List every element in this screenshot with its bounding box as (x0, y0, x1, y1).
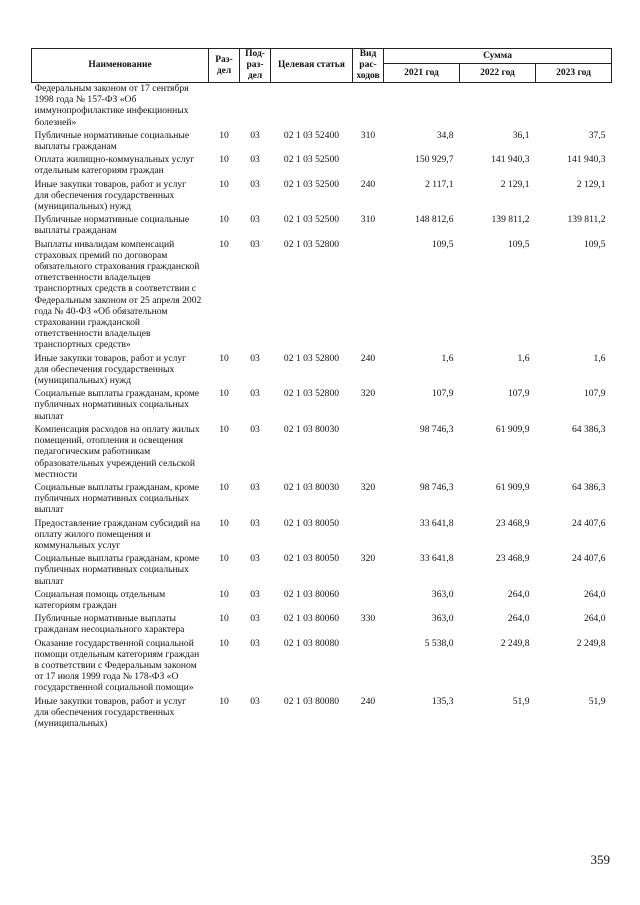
cell-podrazdel: 03 (250, 481, 260, 493)
cell-name: Иные закупки товаров, работ и услуг для обеспечения государственных (муниципальных) (34, 695, 187, 729)
table-header (32, 49, 612, 83)
cell-razdel: 10 (219, 178, 229, 190)
cell-2022: 139 811,2 (491, 214, 530, 226)
cell-razdel: 10 (219, 481, 229, 493)
cell-target: 02 1 03 80050 (283, 553, 340, 565)
cell-2021: 98 746,3 (419, 423, 454, 435)
cell-2021: 33 641,8 (419, 553, 454, 565)
table-row (32, 353, 612, 389)
cell-target: 02 1 03 52500 (283, 178, 340, 190)
cell-name: Федеральным законом от 17 сентября 1998 года № 157-ФЗ «Об иммунопрофилактике инфекционных болезней» (34, 83, 189, 128)
cell-razdel: 10 (219, 352, 229, 364)
header-target: Целевая статья (271, 49, 353, 83)
header-year-2021: 2021 год (384, 64, 460, 83)
cell-2022: 23 468,9 (495, 553, 530, 565)
cell-vid (353, 154, 384, 178)
cell-podrazdel: 03 (250, 637, 260, 649)
table-row (32, 83, 612, 130)
table-row (32, 518, 612, 554)
table-body (32, 83, 612, 732)
cell-target: 02 1 03 52500 (283, 154, 340, 166)
table-row (32, 214, 612, 238)
table-row (32, 553, 612, 589)
cell-2022: 264,0 (507, 613, 530, 625)
cell-target: 02 1 03 52500 (283, 214, 340, 226)
cell-vid (353, 424, 384, 482)
cell-2023: 1,6 (593, 352, 606, 364)
cell-razdel: 10 (219, 517, 229, 529)
cell-podrazdel: 03 (250, 352, 260, 364)
cell-2022: 1,6 (517, 352, 530, 364)
cell-name: Оказание государственной социальной помощи отдельным категориям граждан в соответствии с Федеральным законом от 17 июля 1999 года № 178-ФЗ «О государственной социальной помощи» (34, 637, 200, 694)
cell-2021: 98 746,3 (419, 481, 454, 493)
cell-target: 02 1 03 52800 (283, 238, 340, 250)
cell-2021: 33 641,8 (419, 517, 454, 529)
cell-2023: 24 407,6 (571, 517, 606, 529)
cell-2022: 23 468,9 (495, 517, 530, 529)
cell-podrazdel: 03 (250, 553, 260, 565)
cell-2023: 264,0 (583, 588, 606, 600)
table-row (32, 130, 612, 154)
cell-vid: 310 (360, 214, 376, 226)
cell-name: Иные закупки товаров, работ и услуг для обеспечения государственных (муниципальных) нужд (34, 178, 187, 213)
cell-razdel: 10 (219, 613, 229, 625)
cell-razdel: 10 (219, 214, 229, 226)
cell-vid: 330 (360, 613, 376, 625)
cell-name: Иные закупки товаров, работ и услуг для обеспечения государственных (муниципальных) нужд (34, 352, 187, 387)
cell-2021: 150 929,7 (415, 154, 454, 166)
cell-name: Предоставление гражданам субсидий на оплату жилого помещения и коммунальных услуг (34, 517, 201, 551)
cell-podrazdel: 03 (250, 178, 260, 190)
cell-vid: 310 (360, 129, 376, 141)
cell-2021: 1,6 (441, 352, 454, 364)
cell-vid: 240 (360, 695, 376, 707)
cell-target: 02 1 03 52400 (283, 129, 340, 141)
cell-2022: 2 129,1 (500, 178, 530, 190)
header-sum: Сумма (384, 49, 612, 64)
header-razdel: Раз-дел (209, 49, 240, 83)
cell-podrazdel: 03 (250, 613, 260, 625)
cell-2022: 264,0 (507, 588, 530, 600)
cell-name: Социальные выплаты гражданам, кроме публичных нормативных социальных выплат (34, 388, 200, 422)
cell-target: 02 1 03 80080 (283, 637, 340, 649)
cell-2021: 34,8 (436, 129, 454, 141)
cell-vid (353, 518, 384, 554)
cell-razdel: 10 (219, 154, 229, 166)
header-year-2023: 2023 год (536, 64, 612, 83)
cell-2022: 141 940,3 (491, 154, 530, 166)
cell-vid (353, 239, 384, 353)
cell-razdel: 10 (219, 388, 229, 400)
cell-target: 02 1 03 52800 (283, 352, 340, 364)
cell-2022: 36,1 (512, 129, 530, 141)
cell-2022: 109,5 (507, 238, 530, 250)
cell-2023 (536, 83, 612, 130)
cell-name: Публичные нормативные социальные выплаты гражданам (34, 214, 190, 237)
cell-2022: 2 249,8 (500, 637, 530, 649)
cell-target: 02 1 03 80030 (283, 423, 340, 435)
header-vid: Вид рас-ходов (353, 49, 384, 83)
cell-2021: 107,9 (431, 388, 454, 400)
cell-razdel: 10 (219, 238, 229, 250)
cell-razdel: 10 (219, 695, 229, 707)
cell-vid (353, 83, 384, 130)
cell-2022: 107,9 (507, 388, 530, 400)
cell-2023: 2 249,8 (576, 637, 606, 649)
cell-podrazdel: 03 (250, 214, 260, 226)
cell-razdel: 10 (219, 637, 229, 649)
cell-target: 02 1 03 80060 (283, 613, 340, 625)
table-row (32, 154, 612, 178)
cell-name: Оплата жилищно-коммунальных услуг отдельным категориям граждан (34, 154, 195, 177)
table-row (32, 179, 612, 215)
cell-razdel: 10 (219, 588, 229, 600)
cell-podrazdel: 03 (250, 517, 260, 529)
cell-2022: 51,9 (512, 695, 530, 707)
cell-2021: 363,0 (431, 588, 454, 600)
cell-target: 02 1 03 52800 (283, 388, 340, 400)
cell-2021: 5 538,0 (424, 637, 454, 649)
cell-2022: 61 909,9 (495, 481, 530, 493)
header-year-2022: 2022 год (460, 64, 536, 83)
budget-table-page (31, 48, 611, 731)
cell-2023: 141 940,3 (567, 154, 606, 166)
cell-target (271, 83, 353, 130)
cell-2023: 51,9 (588, 695, 606, 707)
cell-vid: 240 (360, 352, 376, 364)
cell-vid (353, 638, 384, 696)
cell-2021: 148 812,6 (415, 214, 454, 226)
cell-2021: 2 117,1 (425, 178, 454, 190)
cell-name: Социальные выплаты гражданам, кроме публичных нормативных социальных выплат (34, 553, 200, 587)
cell-name: Публичные нормативные социальные выплаты гражданам (34, 129, 190, 153)
cell-target: 02 1 03 80080 (283, 695, 340, 707)
cell-podrazdel: 03 (250, 129, 260, 141)
cell-name: Выплаты инвалидам компенсаций страховых премий по договорам обязательного страхования гражданской ответственности владельцев транспортных средств в соответствии с Федеральным законом от 25 апреля 2002 года № 40-ФЗ «Об обязательном страховании гражданской ответственности владельцев транспортных средств» (34, 238, 202, 351)
table-row (32, 638, 612, 696)
table-row (32, 482, 612, 518)
cell-vid: 320 (360, 553, 376, 565)
cell-2023: 2 129,1 (576, 178, 606, 190)
cell-vid (353, 589, 384, 613)
cell-podrazdel: 03 (250, 238, 260, 250)
cell-podrazdel: 03 (250, 695, 260, 707)
cell-podrazdel: 03 (250, 154, 260, 166)
cell-razdel (209, 83, 240, 130)
cell-2023: 64 386,3 (571, 481, 606, 493)
cell-name: Социальная помощь отдельным категориям граждан (34, 588, 166, 611)
cell-2023: 264,0 (583, 613, 606, 625)
cell-podrazdel: 03 (250, 388, 260, 400)
cell-2022: 61 909,9 (495, 423, 530, 435)
table-row (32, 696, 612, 732)
cell-2023: 139 811,2 (567, 214, 606, 226)
table-row (32, 613, 612, 637)
cell-vid: 240 (360, 178, 376, 190)
cell-2021 (384, 83, 460, 130)
cell-vid: 320 (360, 481, 376, 493)
cell-name: Публичные нормативные выплаты гражданам несоциального характера (34, 613, 185, 636)
budget-table (31, 48, 612, 731)
cell-2022 (460, 83, 536, 130)
cell-name: Компенсация расходов на оплату жилых помещений, отопления и освещения педагогическим работникам образовательных учреждений сельской местности (34, 423, 200, 480)
table-row (32, 424, 612, 482)
header-podrazdel: Под-раз-дел (240, 49, 271, 83)
cell-name: Социальные выплаты гражданам, кроме публичных нормативных социальных выплат (34, 481, 200, 516)
cell-2021: 135,3 (431, 695, 454, 707)
cell-2023: 64 386,3 (571, 423, 606, 435)
header-name: Наименование (32, 49, 209, 83)
table-row (32, 388, 612, 424)
cell-target: 02 1 03 80050 (283, 517, 340, 529)
cell-2021: 109,5 (431, 238, 454, 250)
cell-2021: 363,0 (431, 613, 454, 625)
table-row (32, 239, 612, 353)
cell-target: 02 1 03 80060 (283, 588, 340, 600)
page-number: 359 (590, 852, 610, 867)
cell-razdel: 10 (219, 129, 229, 141)
table-row (32, 589, 612, 613)
cell-2023: 37,5 (588, 129, 606, 141)
cell-podrazdel: 03 (250, 588, 260, 600)
cell-2023: 107,9 (583, 388, 606, 400)
cell-podrazdel: 03 (250, 423, 260, 435)
cell-2023: 109,5 (583, 238, 606, 250)
cell-podrazdel (240, 83, 271, 130)
cell-razdel: 10 (219, 423, 229, 435)
cell-razdel: 10 (219, 553, 229, 565)
cell-target: 02 1 03 80030 (283, 481, 340, 493)
cell-vid: 320 (360, 388, 376, 400)
cell-2023: 24 407,6 (571, 553, 606, 565)
